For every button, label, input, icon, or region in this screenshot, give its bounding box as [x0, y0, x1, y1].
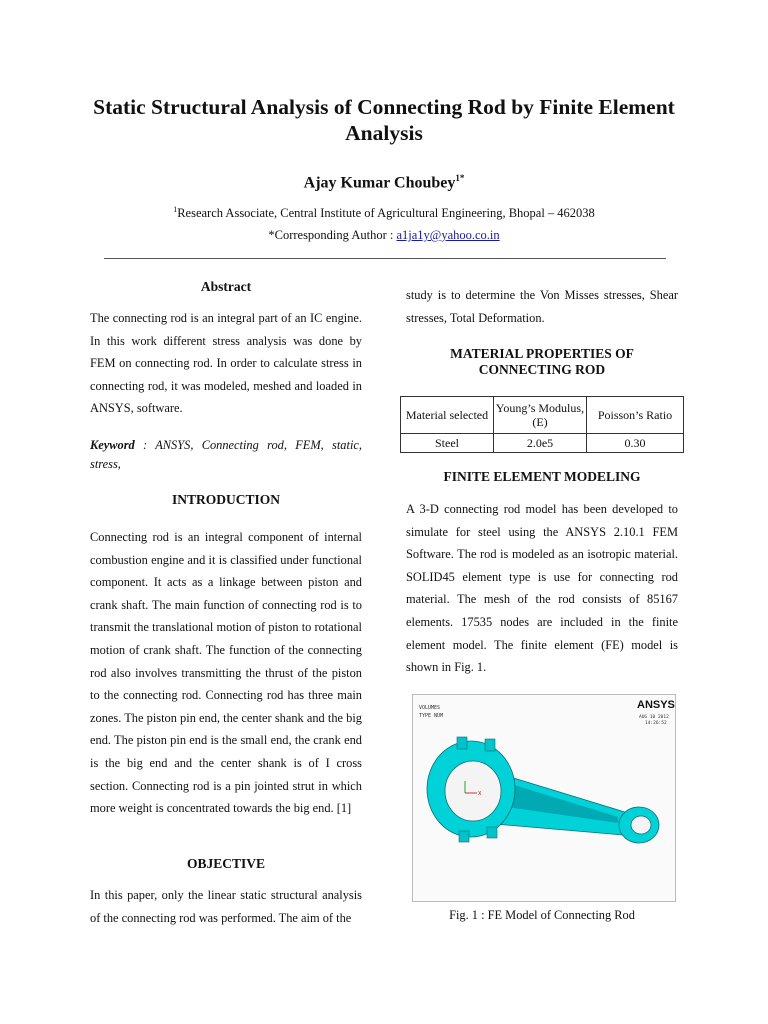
figure-label-type: TYPE NUM	[419, 713, 444, 719]
header-divider	[104, 258, 666, 259]
fem-heading: FINITE ELEMENT MODELING	[443, 469, 641, 484]
ansys-logo: ANSYS	[637, 699, 675, 711]
corresponding-label: *Corresponding Author :	[268, 228, 397, 242]
fe-model-figure	[412, 694, 676, 902]
rod-small-end-bore	[631, 816, 651, 834]
email-link[interactable]: a1ja1y@yahoo.co.in	[396, 228, 500, 242]
table-header-row	[401, 397, 684, 434]
author-superscript: 1*	[455, 173, 465, 183]
introduction-text: Connecting rod is an integral component of internal combustion engine and it is classified under functional component. It acts as a linkage between piston and crank shaft. The main function of connecting rod is to transmit the translational motion of piston to rotational motion of crank shaft. The function of the connecting rod also involves transmitting the thrust of the piston to the connecting rod. Connecting rod has three main zones. The piston pin end, the center shank and the big end. The piston pin end is the small end, the crank end is the big end and the center shank is of I cross section. Connecting rod is a pin jointed strut in which more weight is concentrated towards the big end. [1]	[90, 530, 362, 816]
corresponding-author	[0, 228, 768, 243]
objective-text-right: study is to determine the Von Misses stresses, Shear stresses, Total Deformation.	[406, 288, 678, 325]
table-row	[401, 434, 684, 453]
connecting-rod-render	[413, 695, 675, 901]
abstract-heading: Abstract	[200, 279, 252, 294]
material-heading	[406, 346, 678, 378]
figure-date: AUG 10 2012	[639, 715, 669, 720]
affiliation-superscript: 1	[173, 205, 178, 214]
table-cell: Steel	[401, 434, 494, 453]
author-name: Ajay Kumar Choubey	[303, 174, 456, 192]
introduction-heading: INTRODUCTION	[171, 492, 280, 507]
fem-text: A 3-D connecting rod model has been developed to simulate for steel using the ANSYS 2.10.1 FEM Software. The rod is modeled as an isotropic material. SOLID45 element type is use for connecting rod material. The mesh of the rod consists of 85167 elements. 17535 nodes are included in the finite element model. The finite element (FE) model is shown in Fig. 1.	[406, 502, 678, 675]
abstract-text: The connecting rod is an integral part of an IC engine. In this work different stress analysis was done by FEM on connecting rod. In order to calculate stress in connecting rod, it was modeled, meshed and loaded in ANSYS, software.	[90, 311, 362, 416]
material-table	[400, 396, 684, 453]
keyword-label: Keyword	[90, 438, 135, 452]
rod-boss-top-left	[457, 737, 467, 749]
figure-label-volumes: VOLUMES	[419, 705, 441, 711]
table-cell: 2.0e5	[494, 434, 587, 453]
keyword-text: : ANSYS, Connecting rod, FEM, static, stress,	[90, 438, 362, 471]
figure-time: 14:26:52	[645, 721, 667, 726]
table-header-cell: Poisson’s Ratio	[587, 397, 684, 434]
affiliation-text: Research Associate, Central Institute of Agricultural Engineering, Bhopal – 462038	[177, 206, 595, 221]
keyword-line	[90, 436, 362, 474]
axis-x-label: X	[478, 791, 482, 797]
connecting-rod-model	[427, 737, 659, 843]
table-header-cell: Material selected	[401, 397, 494, 434]
paper-title: Static Structural Analysis of Connecting Rod by Finite Element Analysis	[93, 95, 675, 145]
objective-text-left: In this paper, only the linear static structural analysis of the connecting rod was performed. The aim of the	[90, 888, 362, 925]
material-heading-line1: MATERIAL PROPERTIES OF	[450, 346, 634, 361]
affiliation	[0, 205, 768, 221]
rod-boss-top-right	[485, 739, 495, 751]
table-cell: 0.30	[587, 434, 684, 453]
material-heading-line2: CONNECTING ROD	[478, 362, 606, 377]
objective-heading: OBJECTIVE	[186, 856, 266, 871]
figure-caption: Fig. 1 : FE Model of Connecting Rod	[449, 908, 635, 922]
rod-boss-bottom-right	[487, 827, 497, 838]
rod-boss-bottom-left	[459, 831, 469, 842]
rod-big-end-bore	[445, 761, 501, 821]
author-line	[0, 173, 768, 192]
table-header-cell: Young’s Modulus,(E)	[494, 397, 587, 434]
